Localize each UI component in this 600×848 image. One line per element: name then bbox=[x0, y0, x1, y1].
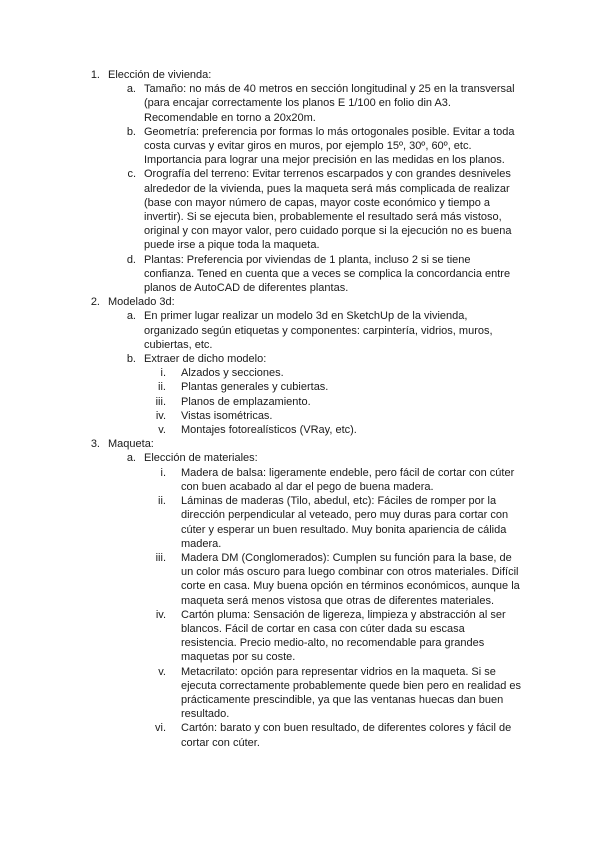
item-text: Extraer de dicho modelo: bbox=[144, 353, 267, 366]
section-2 bbox=[0, 295, 600, 309]
subitem-text: Cartón pluma: Sensación de ligereza, limpieza y abstracción al ser blancos. Fácil de cortar en casa con cúter dada su escasa resistencia. Precio medio-alto, no recomendable para grandes maquetas por su coste. bbox=[181, 608, 506, 664]
subitem-text: Madera de balsa: ligeramente endeble, pero fácil de cortar con cúter con buen acabado al dar el pego de buena madera. bbox=[181, 466, 515, 493]
item-letter: a. bbox=[126, 83, 136, 96]
subitem-numeral: vi. bbox=[155, 722, 166, 735]
item-text: Plantas: Preferencia por viviendas de 1 planta, incluso 2 si se tiene confianza. Tened en cuenta que a veces se complica la concordancia entre planos de AutoCAD de diferentes plantas. bbox=[144, 253, 511, 295]
sub-list-item bbox=[0, 551, 600, 608]
item-text: En primer lugar realizar un modelo 3d en SketchUp de la vivienda, organizado según etiquetas y componentes: carpintería, vidrios, muros, cubiertas, etc. bbox=[144, 310, 493, 351]
item-letter: a. bbox=[126, 310, 136, 323]
subitem-text: Cartón: barato y con buen resultado, de diferentes colores y fácil de cortar con cúter. bbox=[181, 722, 512, 749]
sub-list-item bbox=[0, 494, 600, 551]
subitem-numeral: i. bbox=[160, 466, 166, 479]
item-text: Geometría: preferencia por formas lo más ortogonales posible. Evitar a toda costa curvas y evitar giros en muros, por ejemplo 15º, 30º, 60º, etc. Importancia para lograr una mejor precisión en las medidas en los planos. bbox=[144, 125, 515, 167]
section-number: 2. bbox=[90, 296, 100, 309]
list-item bbox=[0, 451, 600, 465]
section-1 bbox=[0, 68, 600, 82]
sub-list-item bbox=[0, 608, 600, 665]
item-letter: c. bbox=[127, 168, 136, 181]
subitem-numeral: v. bbox=[158, 665, 166, 678]
list-item bbox=[0, 125, 600, 168]
list-item bbox=[0, 352, 600, 366]
section-3 bbox=[0, 437, 600, 451]
subitem-text: Madera DM (Conglomerados): Cumplen su función para la base, de un color más oscuro para luego combinar con otros materiales. Difícil corte en casa. Muy buena opción en términos económicos, aunque la maqueta será menos vistosa que otras de diferentes materiales. bbox=[181, 551, 520, 607]
subitem-numeral: iv. bbox=[155, 409, 166, 422]
subitem-numeral: iii. bbox=[155, 395, 166, 408]
sub-list-item bbox=[0, 665, 600, 722]
list-item bbox=[0, 82, 600, 125]
sub-list-item bbox=[0, 721, 600, 749]
section-number: 1. bbox=[90, 69, 100, 81]
subitem-text: Metacrilato: opción para representar vidrios en la maqueta. Si se ejecuta correctamente probablemente quede bien pero en realidad es prácticamente prescindible, ya que las ventanas huecas dan buen resultado. bbox=[181, 665, 522, 721]
subitem-numeral: i. bbox=[160, 367, 166, 380]
list-item bbox=[0, 253, 600, 296]
section-title: Modelado 3d: bbox=[108, 296, 175, 309]
subitem-numeral: iv. bbox=[155, 608, 166, 621]
subitem-numeral: v. bbox=[158, 424, 166, 437]
subitem-text: Montajes fotorealísticos (VRay, etc). bbox=[181, 424, 357, 437]
subitem-text: Láminas de maderas (Tilo, abedul, etc): Fáciles de romper por la dirección perpendicular al veteado, pero muy duras para cortar con cúter y esperar un buen resultado. Muy bonita apariencia de cálida madera. bbox=[181, 495, 509, 550]
item-letter: b. bbox=[126, 353, 136, 366]
section-number: 3. bbox=[90, 438, 100, 451]
section-title: Elección de vivienda: bbox=[108, 69, 212, 81]
subitem-text: Alzados y secciones. bbox=[181, 367, 284, 380]
subitem-numeral: ii. bbox=[158, 381, 166, 394]
section-title: Maqueta: bbox=[108, 438, 154, 451]
item-letter: a. bbox=[126, 452, 136, 465]
item-text: Orografía del terreno: Evitar terrenos escarpados y con grandes desniveles alrededor de la vivienda, pues la maqueta será más complicada de realizar (base con mayor número de capas, mayor coste económico y tiempo a invertir). Si se ejecuta bien, probablemente el resultado será más vistoso, original y con mayor valor, pero cuidado porque si la ejecución no es buena puede irse a pique toda la maqueta. bbox=[144, 168, 512, 252]
subitem-numeral: iii. bbox=[155, 551, 166, 564]
subitem-text: Planos de emplazamiento. bbox=[181, 395, 311, 408]
sub-list-item bbox=[0, 466, 600, 494]
subitem-text: Vistas isométricas. bbox=[181, 409, 273, 422]
document-body bbox=[0, 68, 600, 750]
item-letter: b. bbox=[126, 125, 136, 138]
subitem-text: Plantas generales y cubiertas. bbox=[181, 381, 329, 394]
item-letter: d. bbox=[126, 253, 136, 266]
item-text: Tamaño: no más de 40 metros en sección longitudinal y 25 en la transversal (para encajar correctamente los planos E 1/100 en folio din A3. Recomendable en torno a 20x20m. bbox=[144, 83, 515, 124]
sub-list-item bbox=[0, 366, 600, 380]
sub-list-item bbox=[0, 423, 600, 437]
sub-list-item bbox=[0, 395, 600, 409]
sub-list-item bbox=[0, 380, 600, 394]
sub-list-item bbox=[0, 409, 600, 423]
list-item bbox=[0, 167, 600, 252]
item-text: Elección de materiales: bbox=[144, 452, 258, 465]
subitem-numeral: ii. bbox=[158, 495, 166, 508]
list-item bbox=[0, 309, 600, 352]
